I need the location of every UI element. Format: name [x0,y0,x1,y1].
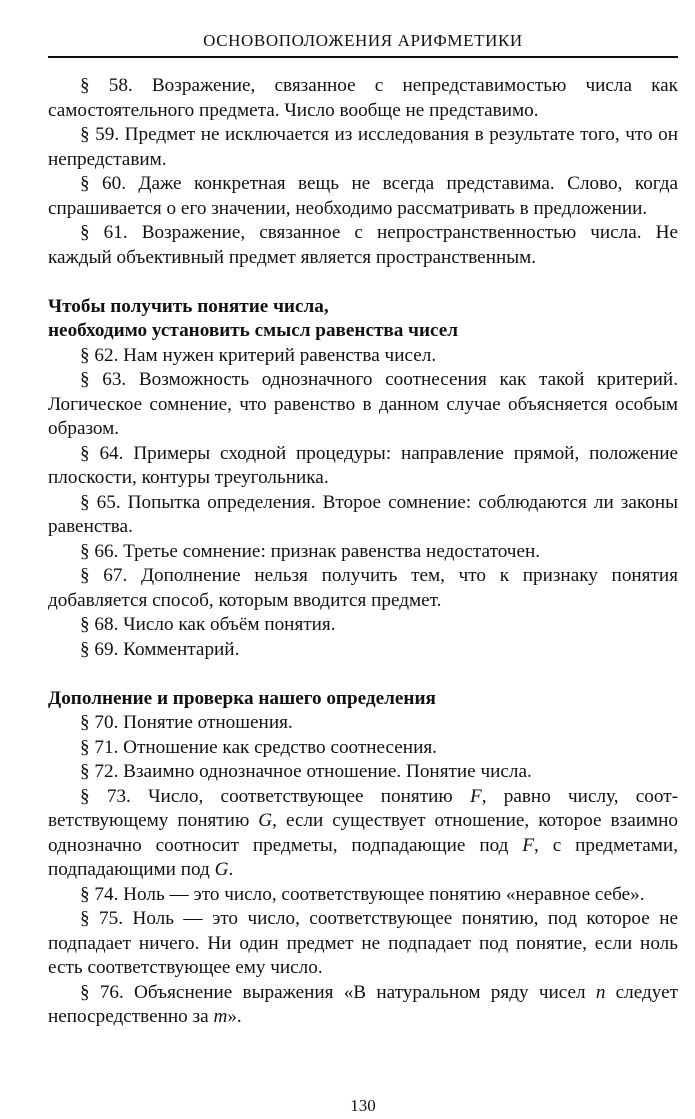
p73-text-b: , равно числу, соответствующему понятию [48,785,678,831]
section-heading-equality-line-2: необходимо установить смысл равенства чисел [48,320,459,341]
p73-var-g-1: G [258,810,273,831]
paragraph-72: § 72. Взаимно однозначное отношение. Понятие числа. [80,761,532,782]
p76-text-c: ». [227,1006,242,1027]
p73-var-g-2: G [214,859,229,880]
page-body [48,74,678,1030]
p73-var-f-2: F [522,834,535,856]
page-number: 130 [350,1096,376,1115]
header-rule [48,56,678,58]
paragraph-74: § 74. Ноль — это число, соответствующее понятию «неравное себе». [80,883,645,905]
paragraph-65: § 65. Попытка определения. Второе сомнение: соблюдаются ли законы равенства. [48,491,678,537]
p76-text-b: следует непосредственно за [48,981,678,1027]
p73-text-d: , с предметами, подпадающими под [48,834,678,880]
section-heading-equality [48,295,678,344]
paragraph-64: § 64. Примеры сходной процедуры: направление прямой, положение плоскости, контуры треугольника. [48,442,678,488]
paragraph-69: § 69. Комментарий. [80,638,240,660]
paragraph-66: § 66. Третье сомнение: признак равенства недостаточен. [80,540,541,562]
paragraph-73 [48,785,678,883]
paragraph-58: § 58. Возражение, связанное с непредставимостью числа как самостоятельного предмета. Число вообще не представимо. [48,75,678,121]
section-heading-equality-line-1: Чтобы получить понятие числа, [48,295,329,317]
book-page [48,0,678,1119]
paragraph-61: § 61. Возражение, связанное с непространственностью числа. Не каждый объективный предмет является пространственным. [48,222,678,268]
paragraph-60: § 60. Даже конкретная вещь не всегда представима. Слово, когда спрашивается о его значении, необходимо рассматривать в предложении. [48,173,678,219]
paragraph-62: § 62. Нам нужен критерий равенства чисел. [80,344,437,366]
p73-text-c: , если существует отношение, которое взаимно однозначно соотносит предметы, подпадающие под [48,810,678,856]
p73-text-a: § 73. Число, соответствующее понятию [80,785,470,807]
paragraph-67: § 67. Дополнение нельзя получить тем, что к признаку понятия добавляется способ, которым вводится предмет. [48,565,678,611]
p76-var-m: m [213,1006,228,1027]
paragraph-75: § 75. Ноль — это число, соответствующее понятию, под которое не подпадает ничего. Ни один предмет не подпадает под понятие, если ноль есть соответствующее ему число. [48,908,678,978]
p73-var-f-1: F [469,785,482,807]
p76-var-n: n [595,981,606,1003]
running-title: ОСНОВОПОЛОЖЕНИЯ АРИФМЕТИКИ [203,31,523,50]
paragraph-68: § 68. Число как объём понятия. [80,614,336,635]
p73-text-e: . [228,859,234,880]
paragraph-59: § 59. Предмет не исключается из исследования в результате того, что он непредставим. [48,124,678,170]
paragraph-70: § 70. Понятие отношения. [80,712,293,733]
paragraph-76 [48,981,678,1030]
p76-text-a: § 76. Объяснение выражения «В натуральном ряду чисел [80,981,596,1003]
paragraph-71: § 71. Отношение как средство соотнесения. [80,736,437,758]
section-heading-definition: Дополнение и проверка нашего определения [48,687,436,709]
paragraph-63: § 63. Возможность однозначного соотнесения как такой критерий. Логическое сомнение, что равенство в данном случае объясняется особым образом. [48,369,678,439]
